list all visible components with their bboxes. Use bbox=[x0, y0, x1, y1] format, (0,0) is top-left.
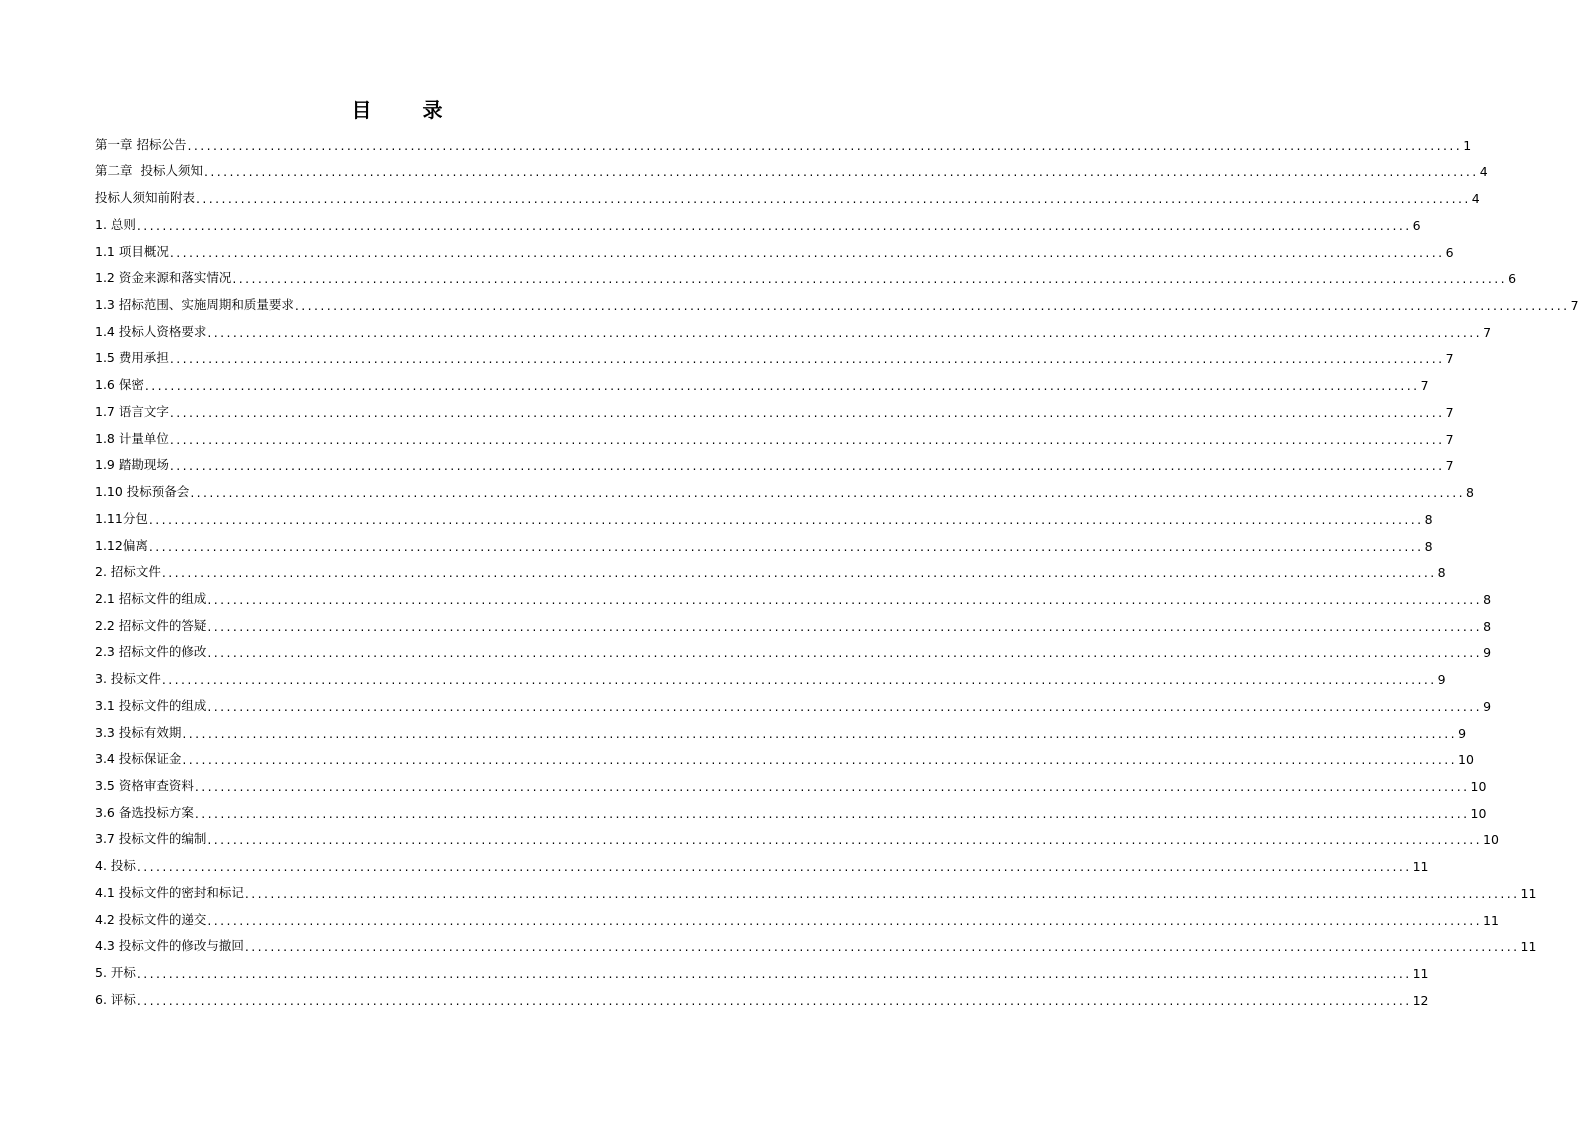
toc-entry-page-number: 9 bbox=[1483, 645, 1492, 661]
toc-entry[interactable] bbox=[95, 794, 1487, 821]
toc-entry-page-number: 11 bbox=[1520, 939, 1537, 955]
toc-leader-dots: ........................................................................................................................................................................................................ bbox=[169, 351, 1445, 367]
toc-entry-page-number: 6 bbox=[1445, 244, 1454, 260]
toc-leader-dots: ........................................................................................................................................................................................................ bbox=[207, 591, 1483, 607]
toc-entry-page-number: 4 bbox=[1479, 164, 1488, 180]
toc-entry-label: 2.3 招标文件的修改 bbox=[95, 644, 207, 660]
toc-entry-label: 1.11分包 bbox=[95, 510, 148, 526]
toc-entry-label: 1.2 资金来源和落实情况 bbox=[95, 270, 232, 286]
toc-entry-page-number: 11 bbox=[1412, 859, 1429, 875]
toc-entry-label: 1.7 语言文字 bbox=[95, 403, 169, 419]
toc-leader-dots: ........................................................................................................................................................................................................ bbox=[244, 885, 1520, 901]
toc-leader-dots: ........................................................................................................................................................................................................ bbox=[169, 244, 1445, 260]
toc-entry-page-number: 8 bbox=[1424, 511, 1433, 527]
toc-entry-page-number: 11 bbox=[1520, 885, 1537, 901]
toc-entry[interactable] bbox=[95, 500, 1433, 527]
toc-entry-label: 1.9 踏勘现场 bbox=[95, 457, 169, 473]
toc-entry-page-number: 6 bbox=[1508, 271, 1517, 287]
toc-entry[interactable] bbox=[95, 126, 1472, 153]
toc-entry-page-number: 7 bbox=[1570, 298, 1579, 314]
toc-entry-page-number: 8 bbox=[1424, 538, 1433, 554]
toc-leader-dots: ........................................................................................................................................................................................................ bbox=[136, 966, 1412, 981]
toc-entry[interactable] bbox=[95, 687, 1492, 714]
toc-entry-page-number: 8 bbox=[1437, 565, 1446, 581]
toc-entry-page-number: 7 bbox=[1445, 431, 1454, 447]
toc-entry-label: 4.3 投标文件的修改与撤回 bbox=[95, 938, 244, 954]
toc-entry-page-number: 7 bbox=[1445, 458, 1454, 474]
toc-entry[interactable] bbox=[95, 767, 1487, 794]
toc-entry-page-number: 6 bbox=[1412, 217, 1421, 233]
toc-leader-dots: ........................................................................................................................................................................................................ bbox=[203, 164, 1479, 180]
toc-entry-page-number: 10 bbox=[1470, 805, 1487, 821]
toc-leader-dots: ........................................................................................................................................................................................................ bbox=[182, 752, 1458, 768]
toc-leader-dots: ........................................................................................................................................................................................................ bbox=[190, 485, 1465, 501]
toc-entry-page-number: 4 bbox=[1471, 191, 1480, 207]
toc-entry-label: 第一章 招标公告 bbox=[95, 136, 187, 152]
toc-leader-dots: ........................................................................................................................................................................................................ bbox=[148, 511, 1424, 527]
toc-leader-dots: ........................................................................................................................................................................................................ bbox=[169, 458, 1445, 474]
toc-entry-page-number: 7 bbox=[1420, 378, 1429, 394]
toc-entry-page-number: 1 bbox=[1463, 137, 1472, 153]
toc-entry-page-number: 10 bbox=[1483, 832, 1499, 848]
toc-entry[interactable] bbox=[95, 847, 1429, 875]
toc-entry-label: 1.1 项目概况 bbox=[95, 243, 169, 259]
toc-entry[interactable] bbox=[95, 447, 1454, 474]
toc-entry[interactable] bbox=[95, 741, 1474, 768]
toc-entry[interactable] bbox=[95, 340, 1454, 367]
toc-leader-dots: ........................................................................................................................................................................................................ bbox=[136, 992, 1412, 1008]
toc-entry[interactable] bbox=[95, 393, 1454, 420]
toc-entry[interactable] bbox=[95, 607, 1492, 634]
toc-entry-page-number: 8 bbox=[1466, 485, 1474, 501]
toc-entry-label: 2.1 招标文件的组成 bbox=[95, 590, 207, 606]
toc-entry-page-number: 8 bbox=[1483, 618, 1492, 634]
toc-entry-page-number: 10 bbox=[1470, 778, 1487, 794]
toc-entry-page-number: 7 bbox=[1445, 404, 1454, 420]
toc-entry-page-number: 9 bbox=[1458, 725, 1467, 741]
toc-leader-dots: ........................................................................................................................................................................................................ bbox=[136, 217, 1412, 233]
toc-entry-label: 1.10 投标预备会 bbox=[95, 484, 190, 500]
toc-entry-label: 投标人须知前附表 bbox=[95, 190, 196, 206]
toc-entry[interactable] bbox=[95, 874, 1537, 901]
toc-leader-dots: ........................................................................................................................................................................................................ bbox=[187, 137, 1463, 153]
toc-entry-label: 4.1 投标文件的密封和标记 bbox=[95, 884, 244, 900]
toc-entry[interactable] bbox=[95, 928, 1537, 955]
toc-leader-dots: ........................................................................................................................................................................................................ bbox=[294, 298, 1570, 314]
toc-leader-dots: ........................................................................................................................................................................................................ bbox=[161, 672, 1437, 688]
toc-entry-label: 3.7 投标文件的编制 bbox=[95, 831, 207, 847]
toc-leader-dots: ........................................................................................................................................................................................................ bbox=[196, 191, 1471, 207]
toc-leader-dots: ........................................................................................................................................................................................................ bbox=[207, 324, 1483, 340]
toc-entry[interactable] bbox=[95, 660, 1446, 688]
toc-entry[interactable] bbox=[95, 981, 1429, 1008]
toc-entry-label: 3.5 资格审查资料 bbox=[95, 777, 194, 793]
toc-leader-dots: ........................................................................................................................................................................................................ bbox=[232, 271, 1508, 287]
toc-entry[interactable] bbox=[95, 206, 1421, 233]
toc-entry[interactable] bbox=[95, 366, 1429, 394]
toc-entry-label: 3. 投标文件 bbox=[95, 671, 161, 687]
toc-entry[interactable] bbox=[95, 821, 1499, 848]
toc-entry-page-number: 11 bbox=[1412, 966, 1429, 981]
toc-leader-dots: ........................................................................................................................................................................................................ bbox=[207, 618, 1483, 634]
toc-entry-label: 2. 招标文件 bbox=[95, 564, 161, 580]
toc-leader-dots: ........................................................................................................................................................................................................ bbox=[169, 404, 1445, 420]
toc-entry[interactable] bbox=[95, 473, 1474, 501]
toc-entry[interactable] bbox=[95, 313, 1492, 340]
toc-entry[interactable] bbox=[95, 554, 1446, 581]
toc-leader-dots: ........................................................................................................................................................................................................ bbox=[207, 912, 1483, 928]
toc-entry-label: 1.5 费用承担 bbox=[95, 350, 169, 366]
toc-entry[interactable] bbox=[95, 714, 1467, 741]
toc-entry[interactable] bbox=[95, 634, 1492, 661]
toc-entry[interactable] bbox=[95, 286, 1579, 314]
toc-entry-page-number: 9 bbox=[1483, 698, 1492, 714]
toc-entry-page-number: 10 bbox=[1458, 752, 1474, 768]
toc-entry-label: 6. 评标 bbox=[95, 991, 136, 1007]
toc-leader-dots: ........................................................................................................................................................................................................ bbox=[207, 698, 1483, 714]
toc-entry-page-number: 7 bbox=[1445, 351, 1454, 367]
toc-entry-label: 1.4 投标人资格要求 bbox=[95, 323, 207, 339]
toc-entry[interactable] bbox=[95, 233, 1454, 260]
toc-leader-dots: ........................................................................................................................................................................................................ bbox=[136, 859, 1412, 875]
toc-entry-label: 第二章 投标人须知 bbox=[95, 163, 203, 179]
toc-leader-dots: ........................................................................................................................................................................................................ bbox=[148, 538, 1424, 554]
toc-entry-label: 3.3 投标有效期 bbox=[95, 724, 182, 740]
toc-entry-label: 4. 投标 bbox=[95, 858, 136, 874]
toc-entry-label: 3.1 投标文件的组成 bbox=[95, 697, 207, 713]
toc-entry[interactable] bbox=[95, 153, 1488, 180]
toc-entry[interactable] bbox=[95, 179, 1480, 207]
toc-entry-label: 1.12偏离 bbox=[95, 537, 148, 553]
toc-entry-label: 2.2 招标文件的答疑 bbox=[95, 617, 207, 633]
toc-entry[interactable] bbox=[95, 420, 1454, 447]
toc-entry-label: 3.4 投标保证金 bbox=[95, 751, 182, 767]
toc-entry-page-number: 12 bbox=[1412, 992, 1429, 1008]
toc-title: 目 录 bbox=[351, 98, 465, 122]
toc-entry-label: 1.3 招标范围、实施周期和质量要求 bbox=[95, 297, 294, 313]
toc-leader-dots: ........................................................................................................................................................................................................ bbox=[207, 832, 1483, 848]
toc-leader-dots: ........................................................................................................................................................................................................ bbox=[244, 939, 1520, 955]
toc-leader-dots: ........................................................................................................................................................................................................ bbox=[194, 778, 1470, 794]
toc-entry[interactable] bbox=[95, 901, 1499, 928]
toc-leader-dots: ........................................................................................................................................................................................................ bbox=[144, 378, 1420, 394]
toc-entry[interactable] bbox=[95, 527, 1433, 554]
toc-entry[interactable] bbox=[95, 260, 1517, 287]
toc-entry-page-number: 9 bbox=[1437, 672, 1446, 688]
toc-leader-dots: ........................................................................................................................................................................................................ bbox=[161, 565, 1437, 581]
toc-leader-dots: ........................................................................................................................................................................................................ bbox=[182, 725, 1458, 741]
toc-entry-page-number: 7 bbox=[1483, 324, 1492, 340]
toc-leader-dots: ........................................................................................................................................................................................................ bbox=[194, 805, 1470, 821]
toc-entry-label: 1. 总则 bbox=[95, 216, 136, 232]
toc-entry[interactable] bbox=[95, 580, 1492, 607]
toc-entry-page-number: 8 bbox=[1483, 591, 1492, 607]
toc-entry-label: 4.2 投标文件的递交 bbox=[95, 911, 207, 927]
toc-entry-page-number: 11 bbox=[1483, 912, 1499, 928]
toc-entry-label: 1.6 保密 bbox=[95, 377, 144, 393]
toc-entry[interactable] bbox=[95, 954, 1429, 981]
table-of-contents bbox=[95, 126, 1579, 1008]
toc-entry-label: 1.8 计量单位 bbox=[95, 430, 169, 446]
toc-leader-dots: ........................................................................................................................................................................................................ bbox=[207, 645, 1483, 661]
toc-entry-label: 3.6 备选投标方案 bbox=[95, 804, 194, 820]
toc-entry-label: 5. 开标 bbox=[95, 965, 136, 980]
toc-leader-dots: ........................................................................................................................................................................................................ bbox=[169, 431, 1445, 447]
